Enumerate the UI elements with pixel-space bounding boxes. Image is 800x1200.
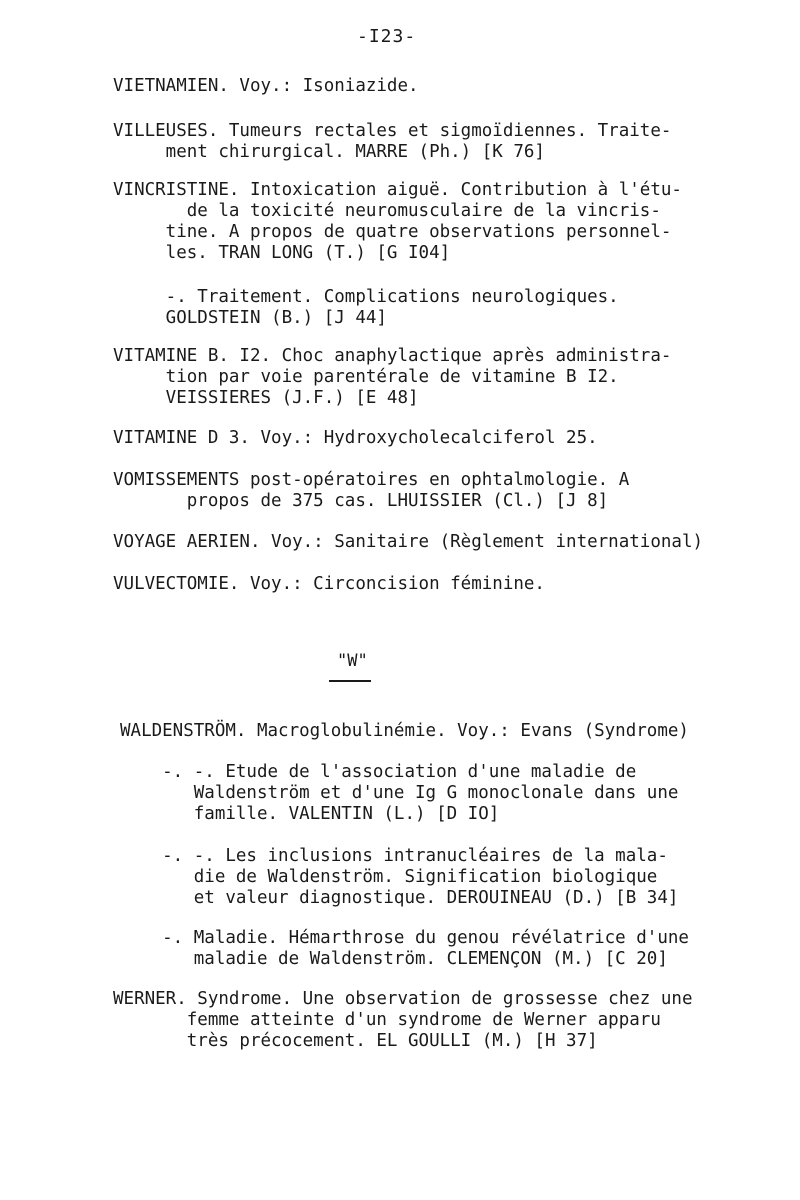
entry-line: WERNER. Syndrome. Une observation de grossesse chez une bbox=[113, 989, 693, 1009]
entry-line: propos de 375 cas. LHUISSIER (Cl.) [J 8] bbox=[113, 491, 609, 511]
entry-line: très précocement. EL GOULLI (M.) [H 37] bbox=[113, 1031, 598, 1051]
entry-line: VITAMINE B. I2. Choc anaphylactique après administra- bbox=[113, 346, 672, 366]
entry-line: WALDENSTRÖM. Macroglobulinémie. Voy.: Evans (Syndrome) bbox=[120, 721, 689, 741]
entry-line: maladie de Waldenström. CLEMENÇON (M.) [C 20] bbox=[120, 949, 668, 969]
index-v-entry bbox=[113, 76, 419, 97]
entry-line: ment chirurgical. MARRE (Ph.) [K 76] bbox=[113, 142, 545, 162]
index-v-entry bbox=[113, 180, 682, 264]
index-v-entry bbox=[113, 121, 671, 163]
entry-line: VOMISSEMENTS post-opératoires en ophtalmologie. A bbox=[113, 470, 630, 490]
entry-line: VITAMINE D 3. Voy.: Hydroxycholecalciferol 25. bbox=[113, 428, 598, 448]
entry-line: VINCRISTINE. Intoxication aiguë. Contribution à l'étu- bbox=[113, 180, 682, 200]
index-v-entry bbox=[113, 428, 598, 449]
entry-line: -. Traitement. Complications neurologiques. bbox=[113, 287, 619, 307]
entry-line: VIETNAMIEN. Voy.: Isoniazide. bbox=[113, 76, 419, 96]
entry-line: VEISSIERES (J.F.) [E 48] bbox=[113, 388, 419, 408]
entry-line: GOLDSTEIN (B.) [J 44] bbox=[113, 308, 387, 328]
index-w-entry bbox=[113, 989, 692, 1052]
index-v-entry bbox=[113, 532, 703, 553]
entry-line: die de Waldenström. Signification biologique bbox=[120, 867, 658, 887]
index-v-entry bbox=[113, 470, 629, 512]
index-w-entry bbox=[120, 721, 689, 742]
entry-line: VILLEUSES. Tumeurs rectales et sigmoïdiennes. Traite- bbox=[113, 121, 672, 141]
index-v-entry bbox=[113, 574, 545, 595]
entry-line: femme atteinte d'un syndrome de Werner apparu bbox=[113, 1010, 661, 1030]
entry-line: tion par voie parentérale de vitamine B I2. bbox=[113, 367, 619, 387]
entry-line: VULVECTOMIE. Voy.: Circoncision féminine. bbox=[113, 574, 545, 594]
section-divider bbox=[329, 680, 371, 682]
index-w-entry bbox=[120, 762, 678, 825]
entry-line: famille. VALENTIN (L.) [D IO] bbox=[120, 804, 500, 824]
page-number: -I23- bbox=[357, 26, 417, 47]
entry-line: les. TRAN LONG (T.) [G I04] bbox=[113, 243, 451, 263]
section-letter-heading: "W" bbox=[337, 651, 368, 671]
entry-line: Waldenström et d'une Ig G monoclonale dans une bbox=[120, 783, 679, 803]
index-v-entry bbox=[113, 287, 619, 329]
entry-line: -. -. Etude de l'association d'une maladie de bbox=[120, 762, 637, 782]
entry-line: VOYAGE AERIEN. Voy.: Sanitaire (Règlement international) bbox=[113, 532, 704, 552]
entry-line: -. -. Les inclusions intranucléaires de la mala- bbox=[120, 846, 668, 866]
entry-line: et valeur diagnostique. DEROUINEAU (D.) [B 34] bbox=[120, 888, 679, 908]
entry-line: -. Maladie. Hémarthrose du genou révélatrice d'une bbox=[120, 928, 689, 948]
index-w-entry bbox=[120, 846, 678, 909]
index-w-entry bbox=[120, 928, 689, 970]
entry-line: tine. A propos de quatre observations personnel- bbox=[113, 222, 672, 242]
entry-line: de la toxicité neuromusculaire de la vincris- bbox=[113, 201, 661, 221]
index-v-entry bbox=[113, 346, 671, 409]
